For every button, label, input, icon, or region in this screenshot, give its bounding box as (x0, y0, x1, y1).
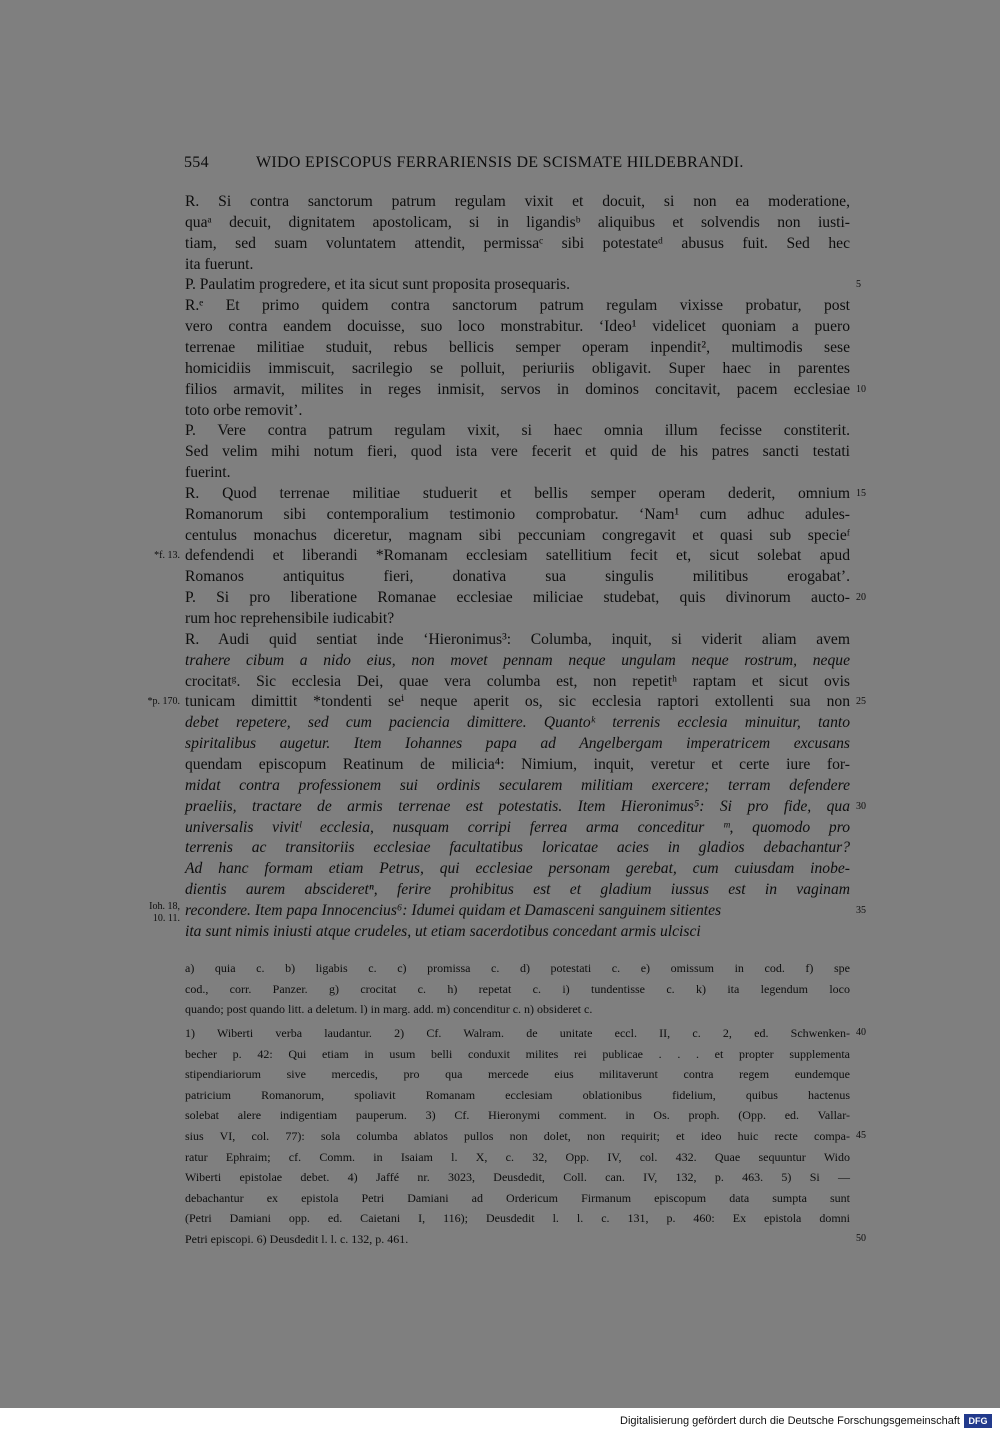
text-line: terrenae militiae studuit, rebus bellicis semper operam inpendit², multimodis sese (185, 338, 850, 356)
line-number: 15 (856, 487, 866, 499)
text-line: debet repetere, sed cum paciencia dimittere. Quantoᵏ terrenis ecclesia minuitur, tanto (185, 714, 850, 732)
line-number: 25 (856, 696, 866, 708)
text-line: crocitatᵍ. Sic ecclesia Dei, quae vera columba est, non repetitʰ raptam et sicut ovis (185, 672, 850, 690)
text-line: Romanorum sibi contemporalium testimonio comprobatur. ʻNam¹ cum adhuc adules- (185, 505, 850, 523)
footnote-line: (Petri Damiani opp. ed. Caietani I, 116); Deusdedit l. l. c. 131, p. 460: Ex epistola domni (185, 1211, 850, 1226)
footnote-line: sius VI, col. 77): sola columba ablatos pullos non dolet, non requirit; et ideo huic recte compa- (185, 1129, 850, 1143)
text-line: spiritalibus augetur. Item Iohannes papa ad Angelbergam imperatricem excusans (185, 735, 850, 753)
footnote-line: Wiberti epistolae debet. 4) Jaffé nr. 3023, Deusdedit, Coll. can. IV, 132, p. 463. 5) Si — (185, 1170, 850, 1185)
text-line: terrenis ac transitoriis ecclesiae facultatibus loricatae acies in gladios debachantur? (185, 839, 850, 857)
text-line: tunicam dimittit *tondenti seⁱ neque aperit os, sic ecclesia raptori extollenti sua non (185, 693, 850, 711)
footnote-line: debachantur ex epistola Petri Damiani ad Ordericum Firmanum episcopum data sumpta sunt (185, 1190, 850, 1205)
page-number: 554 (184, 154, 209, 171)
line-number: 5 (856, 279, 861, 291)
line-number: 10 (856, 383, 866, 395)
text-line: praeliis, tractare de armis terrenae est potestatis. Item Hieronimus⁵: Si pro fide, qua (185, 797, 850, 815)
margin-note: 10. 11. (152, 912, 180, 924)
text-line: P. Paulatim progredere, et ita sicut sunt proposita prosequaris. (185, 276, 571, 294)
text-line: trahere cibum a nido eius, non movet pennam neque ungulam neque rostrum, neque (185, 651, 850, 669)
text-line: ita sunt nimis iniusti atque crudeles, ut etiam sacerdotibus concedant armis ulcisci (185, 922, 701, 940)
text-line: universalis vivitˡ ecclesia, nusquam corripi ferrea arma conceditur ᵐ, quomodo pro (185, 818, 850, 836)
text-line: filios armavit, milites in reges inmisit, servos in dominos concitavit, pacem ecclesiae (185, 380, 850, 398)
text-line: ita fuerunt. (185, 255, 254, 273)
text-line: Ad hanc formam etiam Petrus, qui ecclesiae personam gerebat, cum cuiusdam inobe- (185, 860, 850, 878)
running-title: WIDO EPISCOPUS FERRARIENSIS DE SCISMATE HILDEBRANDI. (256, 154, 744, 171)
apparatus-line: quando; post quando litt. a deletum. l) in marg. add. m) concenditur c. n) obsideret c. (185, 1002, 593, 1016)
footer-credit: Digitalisierung gefördert durch die Deutsche Forschungsgemeinschaft (620, 1415, 960, 1427)
line-number: 30 (856, 800, 866, 812)
text-line: recondere. Item papa Innocencius⁶: Idumei quidam et Damasceni sanguinem sitientes (185, 901, 722, 919)
margin-note: *f. 13. (154, 550, 180, 562)
apparatus-line: a) quia c. b) ligabis c. c) promissa c. d) potestati c. e) omissum in cod. f) spe (185, 961, 850, 975)
text-line: tiam, sed suam voluntatem attendit, permissaᶜ sibi potestateᵈ abusus fuit. Sed hec (185, 234, 850, 252)
text-line: dientis aurem abscideretⁿ, ferire prohibitus est et gladium iussus est in vaginam (185, 881, 850, 899)
line-number: 40 (856, 1027, 866, 1038)
text-line: quendam episcopum Reatinum de milicia⁴: Nimium, inquit, veretur et certe iure for- (185, 755, 850, 773)
text-line: R.ᵉ Et primo quidem contra sanctorum patrum regulam vixisse probatur, post (185, 297, 850, 315)
text-line: R. Audi quid sentiat inde ʻHieronimus³: Columba, inquit, si viderit aliam avem (185, 630, 850, 648)
line-number: 20 (856, 592, 866, 604)
footnote-line: ratur Ephraim; cf. Comm. in Isaiam l. X, c. 32, Opp. IV, col. 432. Quae sequuntur Wido (185, 1149, 850, 1164)
text-line: fuerint. (185, 464, 231, 482)
footnote-line: 1) Wiberti verba laudantur. 2) Cf. Walram. de unitate eccl. II, c. 2, ed. Schwenken- (185, 1026, 850, 1040)
line-number: 45 (856, 1130, 866, 1141)
dfg-logo: DFG (964, 1414, 992, 1428)
footnote-line: patricium Romanorum, spoliavit Romanam ecclesiam oblationibus fidelium, quibus hactenus (185, 1087, 850, 1102)
text-line: Sed velim mihi notum fieri, quod ista vere fecerit et quid de his patres sancti testati (185, 443, 850, 461)
text-line: quaᵃ decuit, dignitatem apostolicam, si in ligandisᵇ aliquibus et solvendis non iusti- (185, 213, 850, 231)
text-line: P. Vere contra patrum regulam vixit, si haec omnia illum fecisse constiterit. (185, 422, 850, 440)
footnote-line: becher p. 42: Qui etiam in usum belli conduxit milites rei publicae . . . et propter supplementa (185, 1046, 850, 1061)
text-line: homicidiis immiscuit, sacrilegio se polluit, periuriis obligavit. Super haec in parentes (185, 359, 850, 377)
footnote-line: stipendiariorum sive mercedis, pro qua mercede eius militaverunt contra regem eundemque (185, 1067, 850, 1082)
text-line: vero contra eandem docuisse, suo loco monstrabitur. ʻIdeo¹ videlicet quoniam a puero (185, 318, 850, 336)
apparatus-line: cod., corr. Panzer. g) crocitat c. h) repetat c. i) tundentisse c. k) ita legendum loco (185, 981, 850, 996)
text-line: midat contra professionem sui ordinis secularem militiam exercere; terram defendere (185, 776, 850, 794)
margin-note: Ioh. 18, (149, 900, 180, 912)
line-number: 35 (856, 904, 866, 916)
text-line: centulus monachus diceretur, magnam sibi peccuniam congregavit et quasi sub specieᶠ (185, 526, 850, 544)
footnote-line: solebat alere indigentiam pauperum. 3) Cf. Hieronymi comment. in Os. proph. (Opp. ed. Vallar- (185, 1108, 850, 1123)
text-line: Romanos antiquitus fieri, donativa sua singulis militibus erogabatʼ. (185, 568, 850, 586)
text-line: R. Si contra sanctorum patrum regulam vixit et docuit, si non ea moderatione, (185, 193, 850, 210)
text-line: toto orbe removitʼ. (185, 401, 303, 419)
footnote-line: Petri episcopi. 6) Deusdedit l. l. c. 132, p. 461. (185, 1232, 409, 1246)
text-line: defendendi et liberandi *Romanam ecclesiam satellitium fecit et, sicut solebat apud (185, 547, 850, 565)
text-line: rum hoc reprehensibile iudicabit? (185, 610, 395, 627)
digitization-footer (0, 1408, 1000, 1434)
line-number: 50 (856, 1233, 866, 1244)
margin-note: *p. 170. (147, 696, 180, 708)
text-line: P. Si pro liberatione Romanae ecclesiae miliciae studebat, quis divinorum aucto- (185, 589, 850, 607)
text-line: R. Quod terrenae militiae studuerit et bellis semper operam dederit, omnium (185, 484, 850, 502)
